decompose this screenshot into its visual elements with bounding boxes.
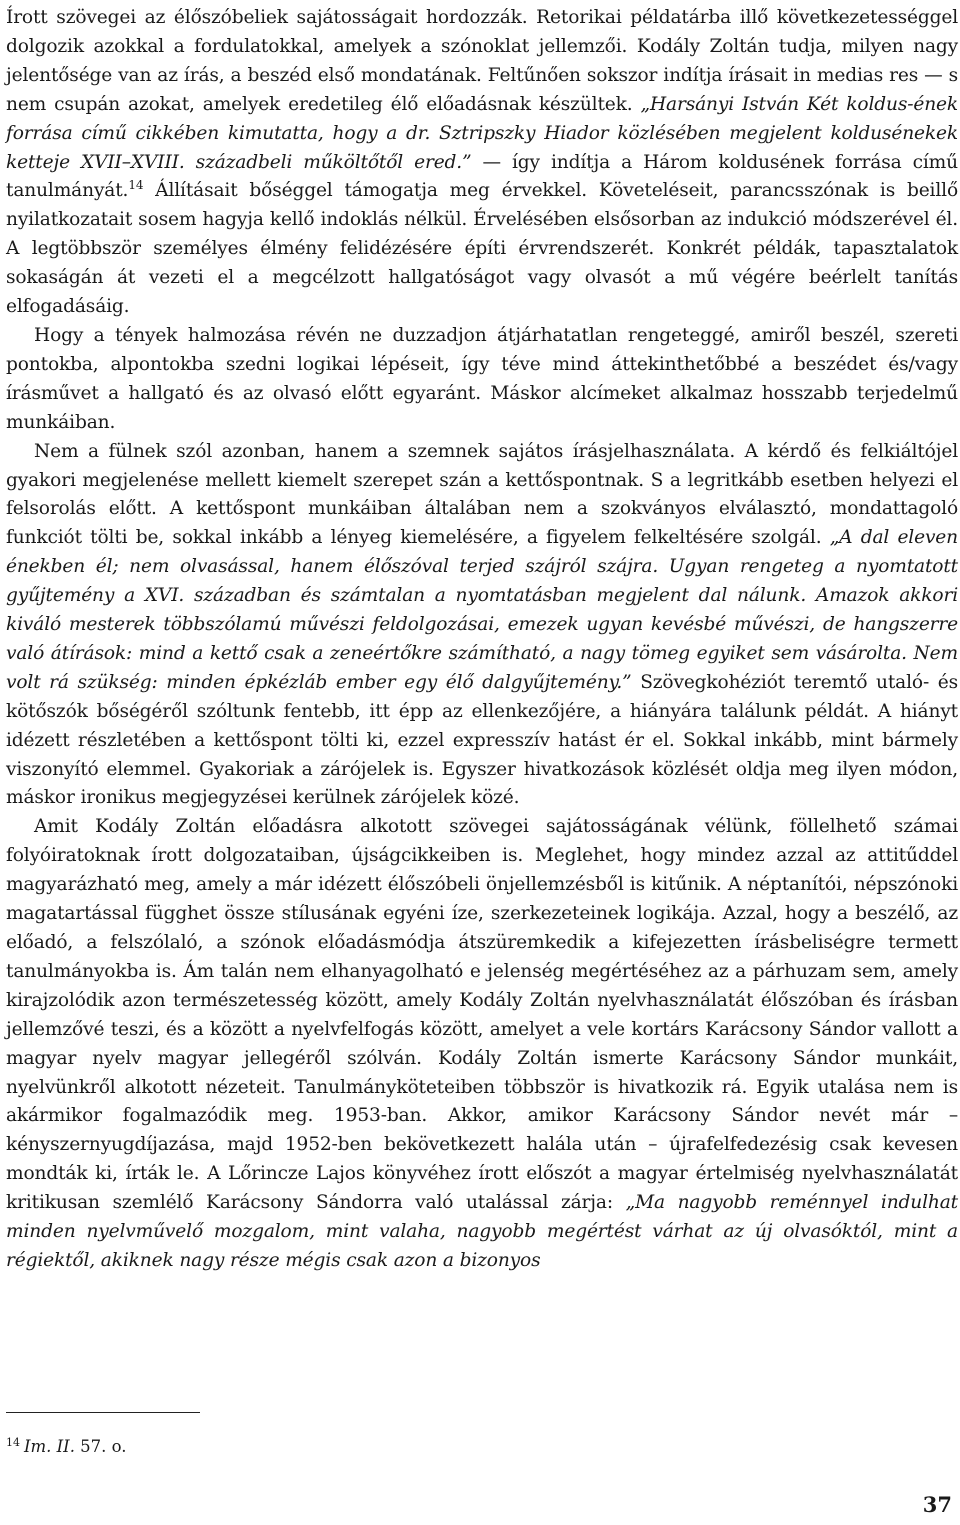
footnote-number: 14 [6,1436,20,1449]
footnote-separator [6,1412,200,1413]
paragraph [6,438,958,814]
paragraph [6,813,958,1276]
paragraph [6,322,958,438]
paragraph-text: — így indítja a Három koldusének forrása című tanulmányát. [6,151,958,202]
footnote-reference: 14 [128,178,144,193]
paragraph-text: Hogy a tények halmozása révén ne duzzadjon átjárhatatlan rengeteggé, amiről beszél, szereti pontokba, alpontokba szedni logikai lépéseit, így téve mind áttekinthetőbbé a beszédet és/vagy írásművet a hallgató és az olvasó előtt egyaránt. Máskor alcímeket alkalmaz hosszabb terjedelmű munkáiban. [6,324,958,433]
quotation-text: „A dal eleven énekben él; nem olvasással, hanem élőszóval terjed szájról szájra. Ugyan rengeteg a nyomtatott gyűjtemény a XVI. században és számtalan a nyomtatásban megjelent dal nálunk. Amazok akkori kiváló mesterek többszólamú művészi feldolgozásai, emezek ugyan kevésbé művészi, de hangszerre való átírások: mind a kettő csak a zeneértőkre számítható, a nagy tömeg egyiket sem vásárolta. Nem volt rá szükség: minden épkézláb ember egy élő dalgyűjtemény.” [6,527,958,693]
paragraph-text: Szövegkohéziót teremtő utaló- és kötőszók bőségéről szóltunk fentebb, itt épp az ellenkezőjére, a hiányára találunk példát. A hiányt idézett részletében a kettőspont tölti ki, ezzel expresszív hatást ér el. Sokkal inkább, mint bármely viszonyító elemmel. Gyakoriak a zárójelek is. Egyszer hivatkozások közlését oldja meg ilyen módon, máskor ironikus megjegyzései kerülnek zárójelek közé. [6,671,958,809]
paragraph-text: Nem a fülnek szól azonban, hanem a szemnek sajátos írásjelhasználata. A kérdő és felkiáltójel gyakori megjelenése mellett kiemelt szerepet szán a kettőspontnak. S a legritkább esetben helyezi el felsorolás előtt. A kettőspont munkáiban általában nem a szokványos elválasztó, mondattagoló funkciót tölti be, sokkal inkább a lényeg kiemelésére, a figyelem felkeltésére szolgál. [6,440,958,549]
quotation-text: „Harsányi István Két koldus-ének forrása című cikkében kimutatta, hogy a dr. Sztripszky Hiador közlésében megjelent koldusénekek ketteje XVII–XVIII. századbeli műköltőtől ered.” [6,93,958,173]
body-text [6,4,958,1276]
paragraph [6,4,958,322]
paragraph-text: Állításait bőséggel támogatja meg érvekkel. Követeléseit, parancsszónak is beillő nyilatkozatait sosem hagyja kellő indoklás nélkül. Érvelésében elsősorban az indukció módszerével él. A legtöbbször személyes élmény felidézésére építi érvrendszerét. Konkrét példák, tapasztalatok sokaságán át vezeti el a megcélzott hallgatóságot vagy olvasót a mű végére beérlelt tanítás elfogadásáig. [6,180,958,318]
quotation-text: „Ma nagyobb reménnyel indulhat minden nyelvművelő mozgalom, mint valaha, nagyobb megértést várhat az új olvasóktól, mint a régiektől, akiknek nagy része mégis csak azon a bizonyos [6,1192,959,1271]
footnote [6,1436,606,1458]
footnote-citation: Im. II. [24,1437,75,1456]
page-number: 37 [922,1492,952,1517]
footnote-text: 57. o. [74,1437,127,1456]
paragraph-text: Amit Kodály Zoltán előadásra alkotott szövegei sajátosságának vélünk, föllelhető számai folyóiratoknak írott dolgozataiban, újságcikkeiben is. Meglehet, hogy mindez azzal az attitűddel magyarázható meg, amely a már idézett élőszóbeli önjellemzésből is kitűnik. A néptanítói, népszónoki magatartással függhet össze stílusának egyéni íze, szerkezeteinek logikája. Azzal, hogy a beszélő, az előadó, a felszólaló, a szónok előadásmódja átszüremkedik a kifejezetten írásbeliségre termett tanulmányokba is. Ám talán nem elhanyagolható e jelenség megértéséhez az a párhuzam sem, amely kirajzolódik azon természetesség között, amely Kodály Zoltán nyelvhasználatát élőszóban és írásban jellemzővé teszi, és a között a nyelvfelfogás között, amelyet a vele kortárs Karácsony Sándor vallott a magyar nyelv magyar jellegéről szólván. Kodály Zoltán ismerte Karácsony Sándor munkáit, nyelvünkről alkotott nézeteit. Tanulmányköteteiben többször is hivatkozik rá. Egyik utalása nem is akármikor fogalmazódik meg. 1953-ban. Akkor, amikor Karácsony Sándor nevét már – kényszernyugdíjazása, majd 1952-ben bekövetkezett halála után – újrafelfedezésig csak kevesen mondták ki, írták le. A Lőrincze Lajos könyvéhez írott előszót a magyar értelmiség nyelvhasználatát kritikusan szemlélő Karácsony Sándorra való utalással zárja: [6,816,958,1214]
paragraph-text: Írott szövegei az élőszóbeliek sajátosságait hordozzák. Retorikai példatárba illő következetességgel dolgozik azokkal a fordulatokkal, amelyek a szónoklat jellemzői. Kodály Zoltán tudja, milyen nagy jelentősége van az írás, a beszéd első mondatának. Feltűnően sokszor indítja írásait in medias res — s nem csupán azokat, amelyek eredetileg élő előadásnak készültek. [6,7,958,115]
